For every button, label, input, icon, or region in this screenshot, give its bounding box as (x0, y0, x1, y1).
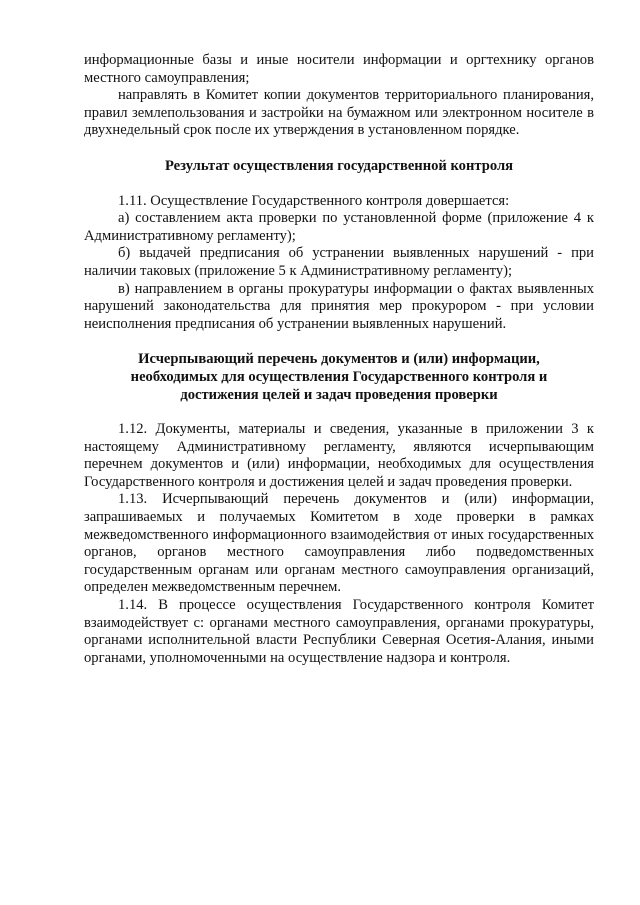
paragraph: 1.13. Исчерпывающий перечень документов и (или) информации, запрашиваемых и получаемых Комитетом в ходе проверки в рамках межведомственного информационного взаимодействия от иных государственных органов, органов местного самоуправления либо подведомственных государственным органам или органам местного самоуправления организаций, определен межведомственным перечнем. (84, 491, 594, 596)
heading-line: необходимых для осуществления Государственного контроля и (130, 368, 548, 385)
paragraph: 1.11. Осуществление Государственного контроля довершается: (118, 192, 510, 209)
paragraph: информационные базы и иные носители информации и оргтехнику органов местного самоуправления; (84, 52, 594, 86)
paragraph: 1.12. Документы, материалы и сведения, указанные в приложении 3 к настоящему Административному регламенту, являются исчерпывающим перечнем документов и (или) информации, необходимых для осуществления Государственного контроля и достижения целей и задач проведения проверки. (84, 421, 594, 490)
document-body (84, 52, 594, 667)
paragraph: б) выдачей предписания об устранении выявленных нарушений - при наличии таковых (приложение 5 к Административному регламенту); (84, 245, 594, 279)
section-heading-documents (84, 351, 594, 404)
heading-line: достижения целей и задач проведения проверки (180, 386, 498, 403)
paragraph: а) составлением акта проверки по установленной форме (приложение 4 к Административному регламенту); (84, 210, 594, 244)
section-heading-result: Результат осуществления государственной контроля (164, 157, 514, 174)
heading-line: Исчерпывающий перечень документов и (или) информации, (138, 351, 540, 368)
paragraph: в) направлением в органы прокуратуры информации о фактах выявленных нарушений законодательства для принятия мер прокурором - при условии неисполнения предписания об устранении выявленных нарушений. (84, 280, 594, 332)
paragraph: 1.14. В процессе осуществления Государственного контроля Комитет взаимодействует с: органами местного самоуправления, органами прокуратуры, органами исполнительной власти Республики Северная Осетия-Алания, иными органами, уполномоченными на осуществление надзора и контроля. (84, 597, 594, 666)
paragraph: направлять в Комитет копии документов территориального планирования, правил землепользования и застройки на бумажном или электронном носителе в двухнедельный срок после их утверждения в установленном порядке. (84, 87, 594, 139)
